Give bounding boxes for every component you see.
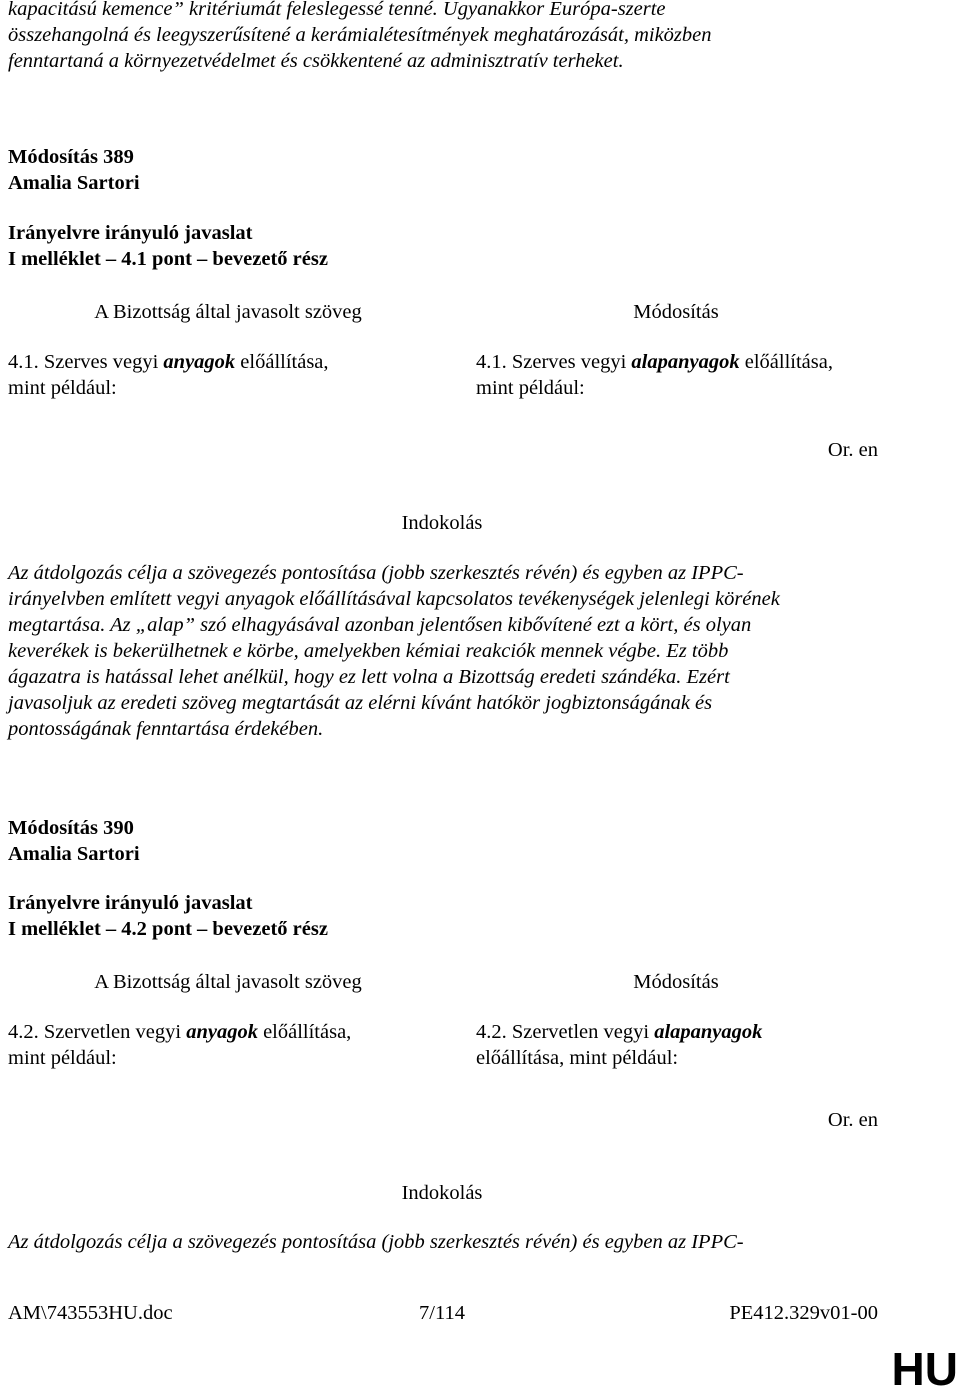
- amended-text: 4.2. Szervetlen vegyi alapanyagok előállítása, mint például:: [476, 1021, 763, 1069]
- document-reference: AM\743553HU.doc: [8, 1302, 173, 1324]
- emphasized-term: alapanyagok: [654, 1021, 763, 1043]
- amendment-reference: I melléklet – 4.1 pont – bevezető rész: [8, 248, 328, 270]
- pe-reference: PE412.329v01-00: [729, 1302, 878, 1324]
- commission-text: 4.1. Szerves vegyi anyagok előállítása, mint például:: [8, 351, 329, 399]
- intro-line: kapacitású kemence” kritériumát feleslegessé tenné. Ugyanakkor Európa-szerte: [8, 0, 666, 20]
- justification-text: [8, 560, 948, 742]
- justification-title: Indokolás: [401, 512, 483, 534]
- emphasized-term: anyagok: [163, 351, 236, 373]
- justification-text: [8, 1229, 948, 1255]
- page-number: 7/114: [419, 1302, 465, 1324]
- commission-text: 4.2. Szervetlen vegyi anyagok előállítása, mint például:: [8, 1021, 352, 1069]
- intro-paragraph: [8, 0, 948, 74]
- emphasized-term: alapanyagok: [631, 351, 740, 373]
- commission-text-header: A Bizottság által javasolt szöveg: [94, 301, 362, 323]
- amendment-column-header: Módosítás: [633, 971, 719, 993]
- proposal-type: Irányelvre irányuló javaslat: [8, 222, 253, 244]
- amendment-author: Amalia Sartori: [8, 843, 140, 865]
- justification-line: ágazatra is hatással lehet anélkül, hogy ez lett volna a Bizottság eredeti szándéka. Ezért: [8, 666, 730, 688]
- amendment-number: Módosítás 390: [8, 817, 134, 839]
- original-language: Or. en: [827, 1109, 878, 1131]
- original-language: Or. en: [827, 439, 878, 461]
- justification-line: irányelvben említett vegyi anyagok előállításával kapcsolatos tevékenységek jelenlegi körének: [8, 588, 780, 610]
- justification-title: Indokolás: [401, 1182, 483, 1204]
- amendment-reference: I melléklet – 4.2 pont – bevezető rész: [8, 918, 328, 940]
- justification-line: Az átdolgozás célja a szövegezés pontosítása (jobb szerkesztés révén) és egyben az IPPC-: [8, 1231, 744, 1253]
- emphasized-term: anyagok: [186, 1021, 258, 1043]
- intro-line: fenntartaná a környezetvédelmet és csökkentené az adminisztratív terheket.: [8, 50, 624, 72]
- amendment-author: Amalia Sartori: [8, 172, 140, 194]
- amendment-column-header: Módosítás: [633, 301, 719, 323]
- amended-text: 4.1. Szerves vegyi alapanyagok előállítása, mint például:: [476, 351, 833, 399]
- proposal-type: Irányelvre irányuló javaslat: [8, 892, 253, 914]
- justification-line: Az átdolgozás célja a szövegezés pontosítása (jobb szerkesztés révén) és egyben az IPPC-: [8, 562, 744, 584]
- intro-line: összehangolná és leegyszerűsítené a kerámialétesítmények meghatározását, miközben: [8, 24, 712, 46]
- amendment-number: Módosítás 389: [8, 146, 134, 168]
- language-code-mark: HU: [891, 1343, 958, 1395]
- justification-line: javasoljuk az eredeti szöveg megtartását az elérni kívánt hatókör jogbiztonságának és: [8, 692, 713, 714]
- justification-line: keverékek is bekerülhetnek e körbe, amelyekben kémiai reakciók mennek végbe. Ez több: [8, 640, 729, 662]
- justification-line: pontosságának fenntartása érdekében.: [8, 718, 324, 740]
- commission-text-header: A Bizottság által javasolt szöveg: [94, 971, 362, 993]
- justification-line: megtartása. Az „alap” szó elhagyásával azonban jelentősen kibővítené ezt a kört, és olyan: [8, 614, 752, 636]
